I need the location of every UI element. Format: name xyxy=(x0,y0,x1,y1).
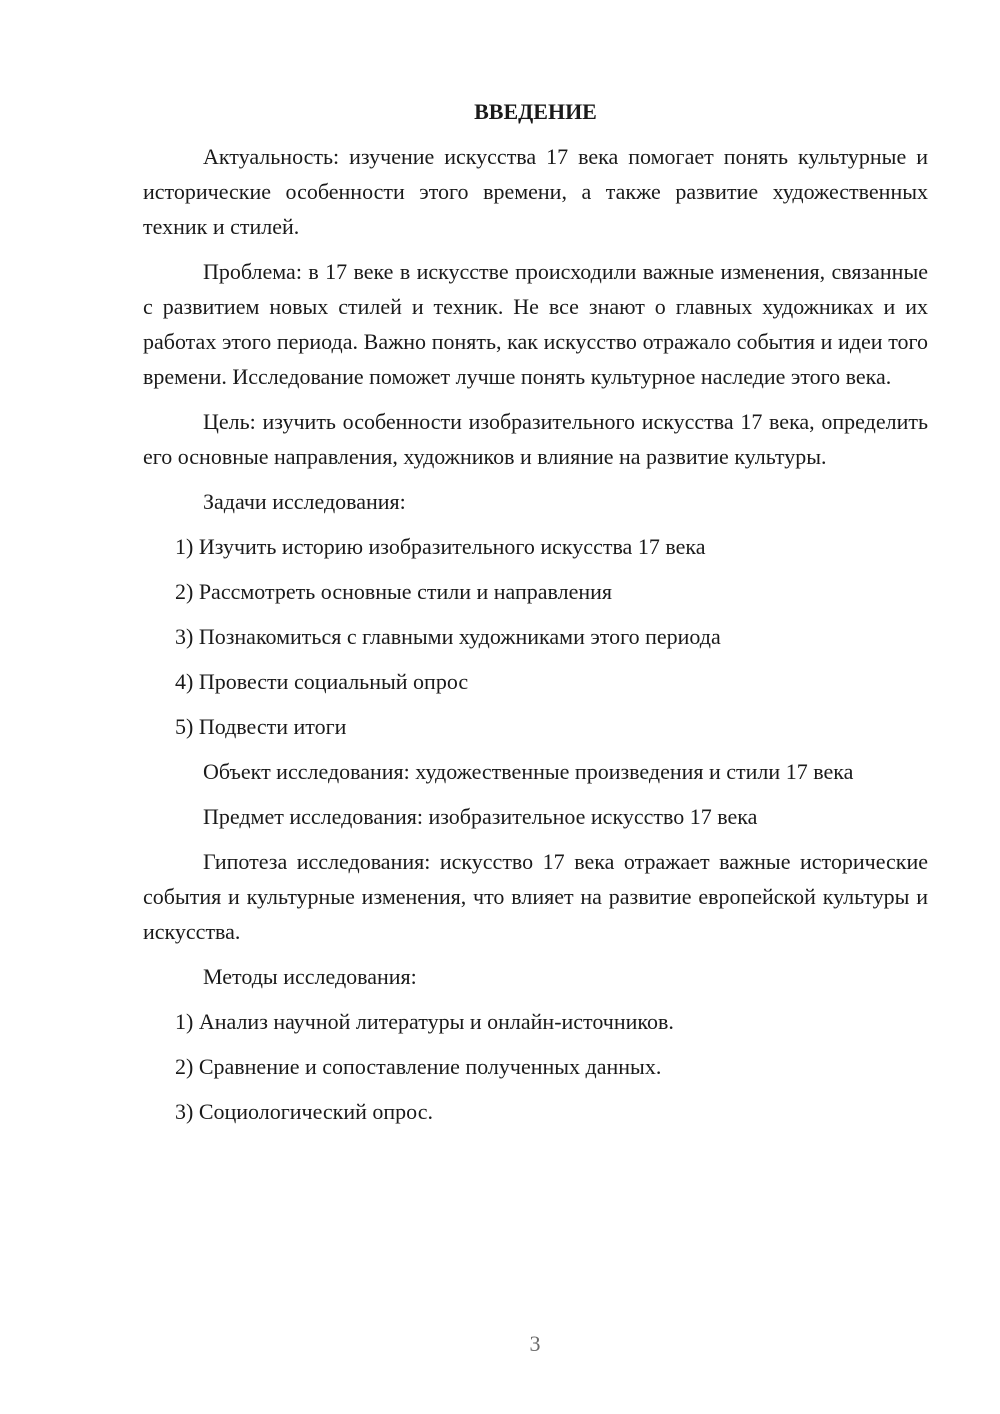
task-item: 2) Рассмотреть основные стили и направления xyxy=(175,579,613,604)
task-item: 3) Познакомиться с главными художниками этого периода xyxy=(175,624,721,649)
task-item: 4) Провести социальный опрос xyxy=(175,669,469,694)
object-paragraph: Объект исследования: художественные произведения и стили 17 века xyxy=(203,759,854,784)
task-item: 5) Подвести итоги xyxy=(175,714,347,739)
task-item: 1) Изучить историю изобразительного искусства 17 века xyxy=(175,534,706,559)
tasks-list xyxy=(143,529,928,744)
section-title: ВВЕДЕНИЕ xyxy=(474,99,597,124)
methods-heading: Методы исследования: xyxy=(203,964,417,989)
method-item: 1) Анализ научной литературы и онлайн-источников. xyxy=(175,1009,674,1034)
tasks-heading: Задачи исследования: xyxy=(203,489,406,514)
problem-paragraph: Проблема: в 17 веке в искусстве происходили важные изменения, связанные с развитием новых стилей и техник. Не все знают о главных художниках и их работах этого периода. Важно понять, как искусство отражало события и идеи того времени. Исследование поможет лучше понять культурное наследие этого века. xyxy=(143,259,928,389)
document-body xyxy=(143,94,928,1139)
subject-paragraph: Предмет исследования: изобразительное искусство 17 века xyxy=(203,804,758,829)
hypothesis-paragraph: Гипотеза исследования: искусство 17 века отражает важные исторические события и культурные изменения, что влияет на развитие европейской культуры и искусства. xyxy=(143,849,928,944)
method-item: 3) Социологический опрос. xyxy=(175,1099,433,1124)
page-number: 3 xyxy=(529,1331,541,1356)
goal-paragraph: Цель: изучить особенности изобразительного искусства 17 века, определить его основные направления, художников и влияние на развитие культуры. xyxy=(143,409,928,469)
method-item: 2) Сравнение и сопоставление полученных данных. xyxy=(175,1054,662,1079)
relevance-paragraph: Актуальность: изучение искусства 17 века помогает понять культурные и исторические особенности этого времени, а также развитие художественных техник и стилей. xyxy=(143,144,928,239)
methods-list xyxy=(143,1004,928,1129)
